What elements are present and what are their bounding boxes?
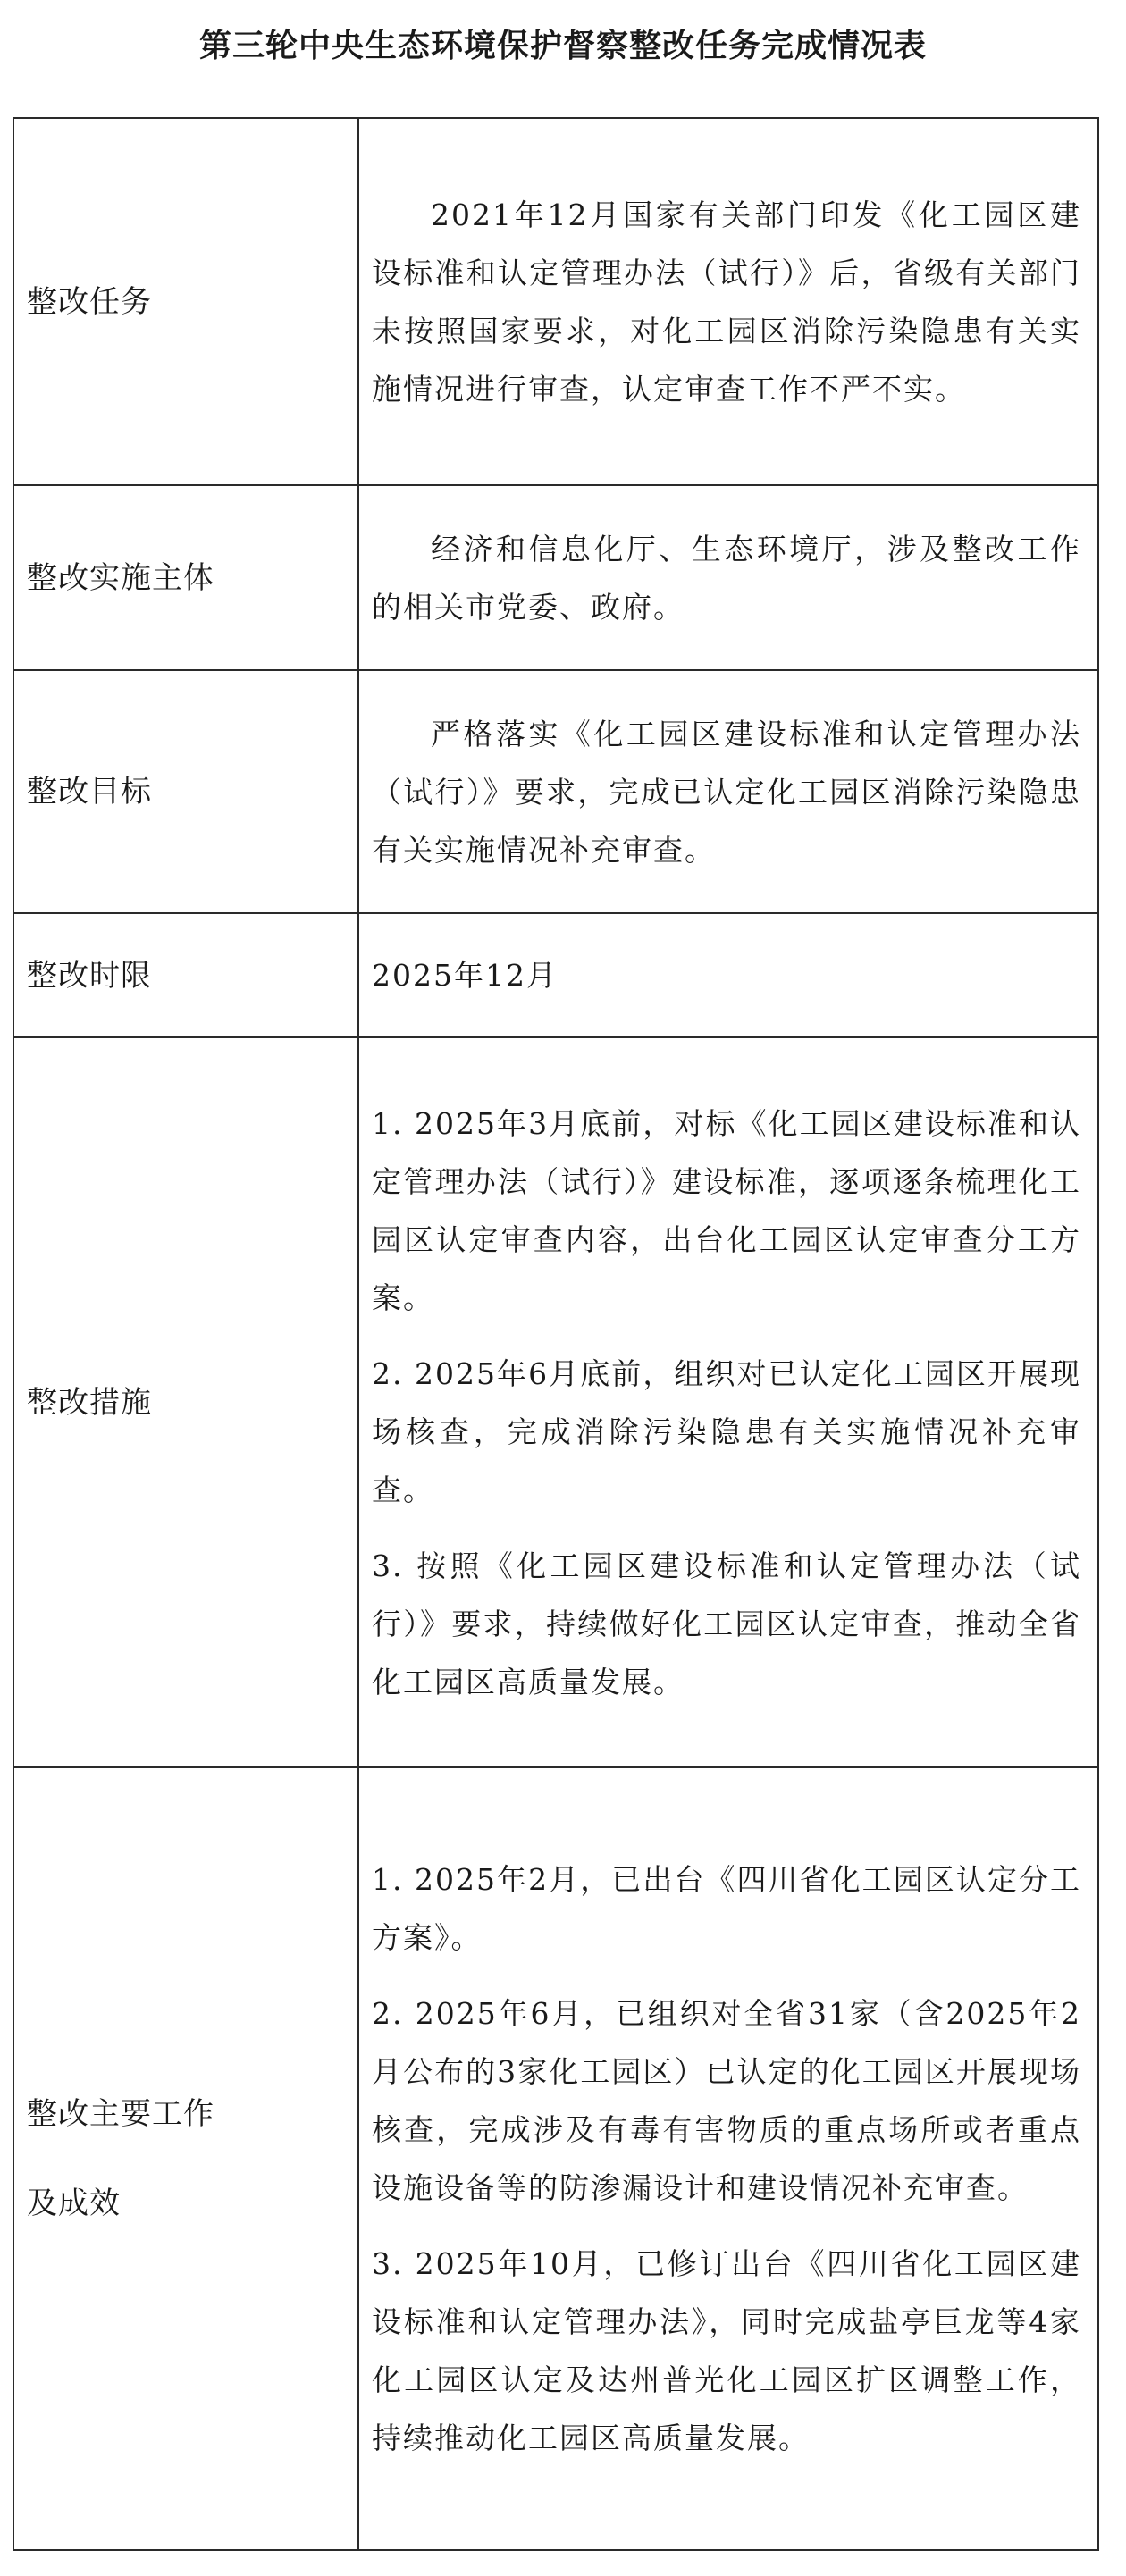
table-row-responsible — [13, 485, 1098, 670]
goal-paragraph: 严格落实《化工园区建设标准和认定管理办法（试行）》要求，完成已认定化工园区消除污染隐患有关实施情况补充审查。 — [372, 716, 1081, 868]
row-label-deadline: 整改时限 — [13, 913, 358, 1037]
row-label-results — [13, 1767, 358, 2550]
row-content-results — [358, 1767, 1098, 2550]
row-content-task — [358, 118, 1098, 485]
row-label-responsible: 整改实施主体 — [13, 485, 358, 670]
responsible-paragraph: 经济和信息化厅、生态环境厅，涉及整改工作的相关市党委、政府。 — [372, 531, 1081, 625]
measure-item-3: 3. 按照《化工园区建设标准和认定管理办法（试行）》要求，持续做好化工园区认定审查，推动全省化工园区高质量发展。 — [372, 1548, 1081, 1699]
deadline-value: 2025年12月 — [372, 958, 558, 993]
rectification-table — [13, 117, 1099, 2551]
row-content-goal — [358, 670, 1098, 913]
result-item-1: 1. 2025年2月，已出台《四川省化工园区认定分工方案》。 — [372, 1862, 1081, 1955]
result-item-3: 3. 2025年10月，已修订出台《四川省化工园区建设标准和认定管理办法》，同时完成盐亭巨龙等4家化工园区认定及达州普光化工园区扩区调整工作，持续推动化工园区高质量发展。 — [372, 2246, 1081, 2455]
table-row-goal — [13, 670, 1098, 913]
measure-item-1: 1. 2025年3月底前，对标《化工园区建设标准和认定管理办法（试行）》建设标准，逐项逐条梳理化工园区认定审查内容，出台化工园区认定审查分工方案。 — [372, 1105, 1081, 1315]
row-label-measures: 整改措施 — [13, 1037, 358, 1767]
task-paragraph: 2021年12月国家有关部门印发《化工园区建设标准和认定管理办法（试行）》后，省级有关部门未按照国家要求，对化工园区消除污染隐患有关实施情况进行审查，认定审查工作不严不实。 — [372, 197, 1081, 407]
measure-item-2: 2. 2025年6月底前，组织对已认定化工园区开展现场核查，完成消除污染隐患有关实施情况补充审查。 — [372, 1355, 1081, 1507]
row-label-task: 整改任务 — [13, 118, 358, 485]
table-row-measures — [13, 1037, 1098, 1767]
row-content-measures — [358, 1037, 1098, 1767]
row-label-results-line-1: 整改主要工作 — [27, 2096, 214, 2132]
row-content-responsible — [358, 485, 1098, 670]
result-item-2: 2. 2025年6月，已组织对全省31家（含2025年2月公布的3家化工园区）已认定的化工园区开展现场核查，完成涉及有毒有害物质的重点场所或者重点设施设备等的防渗漏设计和建设情况补充审查。 — [372, 1996, 1081, 2205]
table-row-results — [13, 1767, 1098, 2550]
row-label-results-line-2: 及成效 — [27, 2186, 121, 2221]
table-row-task — [13, 118, 1098, 485]
row-label-goal: 整改目标 — [13, 670, 358, 913]
table-row-deadline — [13, 913, 1098, 1037]
page-title: 第三轮中央生态环境保护督察整改任务完成情况表 — [198, 28, 927, 64]
row-content-deadline — [358, 913, 1098, 1037]
